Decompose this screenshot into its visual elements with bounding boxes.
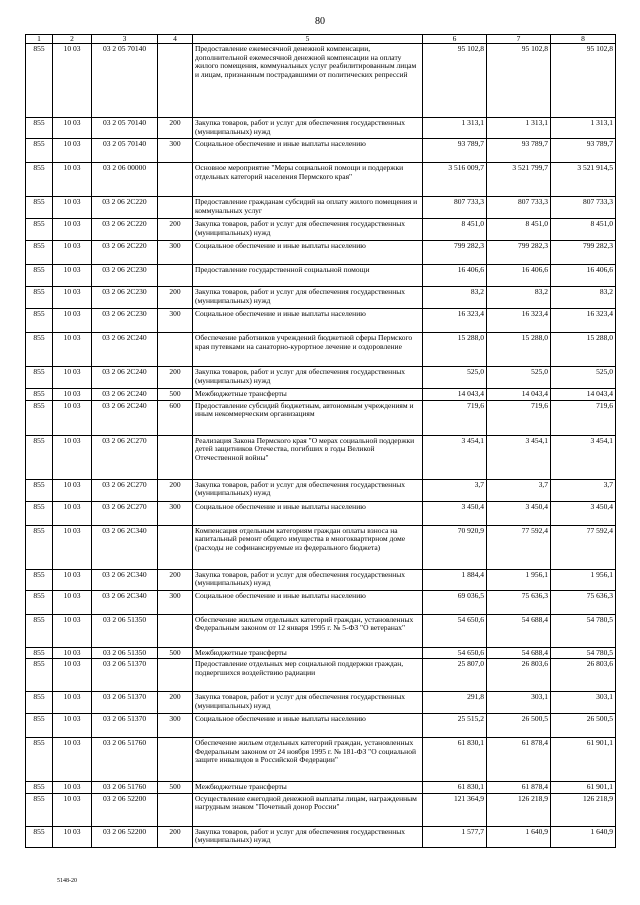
section-code-cell: 10 03 [53, 163, 92, 197]
section-code-cell: 10 03 [53, 197, 92, 219]
section-code-cell: 10 03 [53, 287, 92, 309]
expense-name-cell: Социальное обеспечение и иные выплаты населению [193, 501, 423, 525]
agency-code-cell: 855 [26, 287, 53, 309]
expense-type-cell [158, 525, 193, 569]
section-code-cell: 10 03 [53, 501, 92, 525]
agency-code-cell: 855 [26, 265, 53, 287]
expense-type-cell: 200 [158, 479, 193, 501]
target-article-cell: 03 2 06 51370 [92, 659, 158, 692]
section-code-cell: 10 03 [53, 738, 92, 782]
target-article-cell: 03 2 06 2С240 [92, 389, 158, 401]
table-row [26, 265, 616, 287]
target-article-cell: 03 2 06 2С270 [92, 501, 158, 525]
amount-year3-cell: 8 451,0 [551, 219, 616, 241]
agency-code-cell: 855 [26, 241, 53, 265]
amount-year2-cell: 303,1 [487, 692, 551, 714]
amount-year3-cell: 16 406,6 [551, 265, 616, 287]
amount-year2-cell: 95 102,8 [487, 44, 551, 118]
agency-code-cell: 855 [26, 590, 53, 614]
target-article-cell: 03 2 06 2С230 [92, 309, 158, 333]
expense-type-cell: 300 [158, 501, 193, 525]
table-row [26, 614, 616, 647]
agency-code-cell: 855 [26, 782, 53, 794]
target-article-cell: 03 2 06 51760 [92, 782, 158, 794]
amount-year3-cell: 95 102,8 [551, 44, 616, 118]
amount-year3-cell: 3 450,4 [551, 501, 616, 525]
column-header: 8 [551, 35, 616, 44]
amount-year1-cell: 121 364,9 [423, 793, 487, 826]
agency-code-cell: 855 [26, 333, 53, 367]
agency-code-cell: 855 [26, 435, 53, 479]
amount-year1-cell: 3 450,4 [423, 501, 487, 525]
target-article-cell: 03 2 06 51370 [92, 714, 158, 738]
amount-year2-cell: 54 688,4 [487, 614, 551, 647]
target-article-cell: 03 2 06 51350 [92, 614, 158, 647]
agency-code-cell: 855 [26, 400, 53, 435]
table-row [26, 692, 616, 714]
amount-year3-cell: 54 780,5 [551, 614, 616, 647]
table-row [26, 435, 616, 479]
amount-year3-cell: 799 282,3 [551, 241, 616, 265]
expense-name-cell: Социальное обеспечение и иные выплаты населению [193, 139, 423, 163]
amount-year3-cell: 303,1 [551, 692, 616, 714]
amount-year3-cell: 75 636,3 [551, 590, 616, 614]
agency-code-cell: 855 [26, 139, 53, 163]
agency-code-cell: 855 [26, 714, 53, 738]
amount-year2-cell: 719,6 [487, 400, 551, 435]
section-code-cell: 10 03 [53, 614, 92, 647]
expense-name-cell: Закупка товаров, работ и услуг для обеспечения государственных (муниципальных) нужд [193, 287, 423, 309]
expense-type-cell [158, 197, 193, 219]
expense-type-cell: 200 [158, 367, 193, 389]
amount-year1-cell: 16 406,6 [423, 265, 487, 287]
target-article-cell: 03 2 06 51760 [92, 738, 158, 782]
table-row [26, 714, 616, 738]
amount-year2-cell: 807 733,3 [487, 197, 551, 219]
section-code-cell: 10 03 [53, 367, 92, 389]
amount-year2-cell: 1 640,9 [487, 826, 551, 847]
agency-code-cell: 855 [26, 659, 53, 692]
target-article-cell: 03 2 06 52200 [92, 793, 158, 826]
section-code-cell: 10 03 [53, 435, 92, 479]
table-row [26, 400, 616, 435]
amount-year1-cell: 1 313,1 [423, 118, 487, 139]
amount-year3-cell: 807 733,3 [551, 197, 616, 219]
target-article-cell: 03 2 06 00000 [92, 163, 158, 197]
expense-type-cell: 200 [158, 287, 193, 309]
amount-year1-cell: 69 036,5 [423, 590, 487, 614]
expense-type-cell [158, 333, 193, 367]
agency-code-cell: 855 [26, 525, 53, 569]
table-row [26, 241, 616, 265]
amount-year2-cell: 75 636,3 [487, 590, 551, 614]
amount-year2-cell: 3 454,1 [487, 435, 551, 479]
amount-year3-cell: 26 803,6 [551, 659, 616, 692]
agency-code-cell: 855 [26, 647, 53, 659]
amount-year1-cell: 525,0 [423, 367, 487, 389]
amount-year1-cell: 1 577,7 [423, 826, 487, 847]
amount-year2-cell: 14 043,4 [487, 389, 551, 401]
amount-year2-cell: 799 282,3 [487, 241, 551, 265]
section-code-cell: 10 03 [53, 400, 92, 435]
section-code-cell: 10 03 [53, 793, 92, 826]
amount-year2-cell: 16 406,6 [487, 265, 551, 287]
amount-year3-cell: 14 043,4 [551, 389, 616, 401]
amount-year3-cell: 1 956,1 [551, 569, 616, 590]
expense-type-cell [158, 435, 193, 479]
amount-year3-cell: 126 218,9 [551, 793, 616, 826]
table-row [26, 163, 616, 197]
amount-year3-cell: 54 780,5 [551, 647, 616, 659]
section-code-cell: 10 03 [53, 826, 92, 847]
table-row [26, 569, 616, 590]
expense-type-cell: 500 [158, 647, 193, 659]
target-article-cell: 03 2 06 51350 [92, 647, 158, 659]
expense-type-cell: 600 [158, 400, 193, 435]
amount-year3-cell: 61 901,1 [551, 782, 616, 794]
amount-year3-cell: 3,7 [551, 479, 616, 501]
expense-type-cell [158, 163, 193, 197]
agency-code-cell: 855 [26, 569, 53, 590]
amount-year2-cell: 16 323,4 [487, 309, 551, 333]
expense-name-cell: Закупка товаров, работ и услуг для обеспечения государственных (муниципальных) нужд [193, 367, 423, 389]
amount-year1-cell: 14 043,4 [423, 389, 487, 401]
amount-year1-cell: 291,8 [423, 692, 487, 714]
table-row [26, 659, 616, 692]
agency-code-cell: 855 [26, 793, 53, 826]
amount-year1-cell: 25 515,2 [423, 714, 487, 738]
section-code-cell: 10 03 [53, 333, 92, 367]
expense-type-cell [158, 659, 193, 692]
agency-code-cell: 855 [26, 44, 53, 118]
agency-code-cell: 855 [26, 309, 53, 333]
target-article-cell: 03 2 06 2С240 [92, 400, 158, 435]
table-row [26, 590, 616, 614]
expense-name-cell: Социальное обеспечение и иные выплаты населению [193, 241, 423, 265]
expense-name-cell: Закупка товаров, работ и услуг для обеспечения государственных (муниципальных) нужд [193, 219, 423, 241]
expense-name-cell: Закупка товаров, работ и услуг для обеспечения государственных (муниципальных) нужд [193, 118, 423, 139]
amount-year1-cell: 16 323,4 [423, 309, 487, 333]
column-header: 3 [92, 35, 158, 44]
expense-name-cell: Межбюджетные трансферты [193, 647, 423, 659]
section-code-cell: 10 03 [53, 569, 92, 590]
table-row [26, 118, 616, 139]
section-code-cell: 10 03 [53, 590, 92, 614]
agency-code-cell: 855 [26, 692, 53, 714]
agency-code-cell: 855 [26, 501, 53, 525]
section-code-cell: 10 03 [53, 714, 92, 738]
target-article-cell: 03 2 05 70140 [92, 118, 158, 139]
target-article-cell: 03 2 06 2С220 [92, 219, 158, 241]
amount-year1-cell: 83,2 [423, 287, 487, 309]
agency-code-cell: 855 [26, 614, 53, 647]
expense-name-cell: Закупка товаров, работ и услуг для обеспечения государственных (муниципальных) нужд [193, 479, 423, 501]
expense-type-cell: 500 [158, 782, 193, 794]
amount-year3-cell: 26 500,5 [551, 714, 616, 738]
expense-name-cell: Закупка товаров, работ и услуг для обеспечения государственных (муниципальных) нужд [193, 569, 423, 590]
expense-type-cell: 300 [158, 590, 193, 614]
agency-code-cell: 855 [26, 479, 53, 501]
expense-name-cell: Предоставление субсидий бюджетным, автономным учреждениям и иным некоммерческим организациям [193, 400, 423, 435]
amount-year2-cell: 126 218,9 [487, 793, 551, 826]
amount-year3-cell: 61 901,1 [551, 738, 616, 782]
expense-name-cell: Компенсация отдельным категориям граждан оплаты взноса на капитальный ремонт общего имущества в многоквартирном доме (расходы не софинансируемые из федерального бюджета) [193, 525, 423, 569]
table-row [26, 197, 616, 219]
expense-type-cell [158, 614, 193, 647]
agency-code-cell: 855 [26, 197, 53, 219]
table-row [26, 333, 616, 367]
amount-year3-cell: 16 323,4 [551, 309, 616, 333]
target-article-cell: 03 2 06 2С240 [92, 367, 158, 389]
target-article-cell: 03 2 05 70140 [92, 44, 158, 118]
expense-name-cell: Межбюджетные трансферты [193, 389, 423, 401]
table-row [26, 309, 616, 333]
amount-year2-cell: 525,0 [487, 367, 551, 389]
expense-name-cell: Обеспечение жильем отдельных категорий граждан, установленных Федеральным законом от 12 января 1995 г. № 5-ФЗ "О ветеранах" [193, 614, 423, 647]
amount-year1-cell: 61 830,1 [423, 782, 487, 794]
amount-year3-cell: 77 592,4 [551, 525, 616, 569]
column-header: 4 [158, 35, 193, 44]
amount-year1-cell: 93 789,7 [423, 139, 487, 163]
expense-type-cell: 300 [158, 309, 193, 333]
expense-type-cell: 200 [158, 118, 193, 139]
table-row [26, 782, 616, 794]
amount-year2-cell: 3,7 [487, 479, 551, 501]
amount-year1-cell: 3 454,1 [423, 435, 487, 479]
amount-year2-cell: 26 500,5 [487, 714, 551, 738]
table-row [26, 44, 616, 118]
target-article-cell: 03 2 06 52200 [92, 826, 158, 847]
amount-year3-cell: 719,6 [551, 400, 616, 435]
column-header: 6 [423, 35, 487, 44]
expense-type-cell [158, 44, 193, 118]
amount-year1-cell: 807 733,3 [423, 197, 487, 219]
target-article-cell: 03 2 06 2С230 [92, 287, 158, 309]
amount-year1-cell: 95 102,8 [423, 44, 487, 118]
section-code-cell: 10 03 [53, 647, 92, 659]
section-code-cell: 10 03 [53, 479, 92, 501]
table-row [26, 287, 616, 309]
expense-type-cell: 200 [158, 219, 193, 241]
amount-year1-cell: 25 807,0 [423, 659, 487, 692]
amount-year1-cell: 61 830,1 [423, 738, 487, 782]
amount-year2-cell: 61 878,4 [487, 782, 551, 794]
expense-type-cell: 300 [158, 139, 193, 163]
agency-code-cell: 855 [26, 163, 53, 197]
expense-type-cell: 500 [158, 389, 193, 401]
amount-year3-cell: 3 454,1 [551, 435, 616, 479]
agency-code-cell: 855 [26, 219, 53, 241]
section-code-cell: 10 03 [53, 782, 92, 794]
amount-year2-cell: 54 688,4 [487, 647, 551, 659]
target-article-cell: 03 2 05 70140 [92, 139, 158, 163]
amount-year2-cell: 77 592,4 [487, 525, 551, 569]
amount-year3-cell: 1 313,1 [551, 118, 616, 139]
section-code-cell: 10 03 [53, 219, 92, 241]
amount-year1-cell: 54 650,6 [423, 614, 487, 647]
amount-year1-cell: 3 516 009,7 [423, 163, 487, 197]
amount-year1-cell: 3,7 [423, 479, 487, 501]
section-code-cell: 10 03 [53, 241, 92, 265]
agency-code-cell: 855 [26, 118, 53, 139]
expense-name-cell: Социальное обеспечение и иные выплаты населению [193, 309, 423, 333]
expense-name-cell: Предоставление отдельных мер социальной поддержки граждан, подвергшихся воздействию радиации [193, 659, 423, 692]
target-article-cell: 03 2 06 2С220 [92, 197, 158, 219]
section-code-cell: 10 03 [53, 389, 92, 401]
target-article-cell: 03 2 06 2С230 [92, 265, 158, 287]
page-number: 80 [315, 16, 325, 27]
section-code-cell: 10 03 [53, 265, 92, 287]
section-code-cell: 10 03 [53, 525, 92, 569]
amount-year2-cell: 26 803,6 [487, 659, 551, 692]
amount-year1-cell: 8 451,0 [423, 219, 487, 241]
target-article-cell: 03 2 06 2С340 [92, 569, 158, 590]
agency-code-cell: 855 [26, 389, 53, 401]
section-code-cell: 10 03 [53, 118, 92, 139]
amount-year3-cell: 525,0 [551, 367, 616, 389]
expense-name-cell: Основное мероприятие "Меры социальной помощи и поддержки отдельных категорий населения Пермского края" [193, 163, 423, 197]
section-code-cell: 10 03 [53, 309, 92, 333]
column-header: 5 [193, 35, 423, 44]
amount-year3-cell: 93 789,7 [551, 139, 616, 163]
amount-year3-cell: 15 288,0 [551, 333, 616, 367]
agency-code-cell: 855 [26, 738, 53, 782]
amount-year2-cell: 15 288,0 [487, 333, 551, 367]
amount-year1-cell: 719,6 [423, 400, 487, 435]
table-row [26, 139, 616, 163]
expense-name-cell: Закупка товаров, работ и услуг для обеспечения государственных (муниципальных) нужд [193, 826, 423, 847]
column-header: 2 [53, 35, 92, 44]
table-row [26, 647, 616, 659]
amount-year3-cell: 3 521 914,5 [551, 163, 616, 197]
expense-type-cell: 300 [158, 241, 193, 265]
expense-type-cell [158, 793, 193, 826]
amount-year2-cell: 61 878,4 [487, 738, 551, 782]
target-article-cell: 03 2 06 2С340 [92, 525, 158, 569]
expense-name-cell: Обеспечение работников учреждений бюджетной сферы Пермского края путевками на санаторно-курортное лечение и оздоровление [193, 333, 423, 367]
budget-table [25, 34, 616, 848]
table-row [26, 738, 616, 782]
table-row [26, 826, 616, 847]
target-article-cell: 03 2 06 2С270 [92, 479, 158, 501]
expense-name-cell: Социальное обеспечение и иные выплаты населению [193, 590, 423, 614]
section-code-cell: 10 03 [53, 659, 92, 692]
expense-name-cell: Реализация Закона Пермского края "О мерах социальной поддержки детей защитников Отечества, погибших в годы Великой Отечественной войны" [193, 435, 423, 479]
expense-type-cell [158, 738, 193, 782]
target-article-cell: 03 2 06 2С220 [92, 241, 158, 265]
expense-name-cell: Предоставление гражданам субсидий на оплату жилого помещения и коммунальных услуг [193, 197, 423, 219]
expense-name-cell: Осуществление ежегодной денежной выплаты лицам, награжденным нагрудным знаком "Почетный донор России" [193, 793, 423, 826]
amount-year2-cell: 8 451,0 [487, 219, 551, 241]
table-row [26, 793, 616, 826]
expense-name-cell: Предоставление государственной социальной помощи [193, 265, 423, 287]
agency-code-cell: 855 [26, 367, 53, 389]
column-header: 1 [26, 35, 53, 44]
expense-type-cell: 200 [158, 692, 193, 714]
header-row [26, 35, 616, 44]
expense-name-cell: Предоставление ежемесячной денежной компенсации, дополнительной ежемесячной денежной компенсации на оплату жилого помещения, коммунальных услуг реабилитированным лицам и лицам, признанным пострадавшими от политических репрессий [193, 44, 423, 118]
expense-name-cell: Закупка товаров, работ и услуг для обеспечения государственных (муниципальных) нужд [193, 692, 423, 714]
target-article-cell: 03 2 06 2С340 [92, 590, 158, 614]
section-code-cell: 10 03 [53, 139, 92, 163]
expense-type-cell [158, 265, 193, 287]
target-article-cell: 03 2 06 2С270 [92, 435, 158, 479]
amount-year1-cell: 1 884,4 [423, 569, 487, 590]
expense-name-cell: Обеспечение жильем отдельных категорий граждан, установленных Федеральным законом от 24 ноября 1995 г. № 181-ФЗ "О социальной защите инвалидов в Российской Федерации" [193, 738, 423, 782]
expense-name-cell: Межбюджетные трансферты [193, 782, 423, 794]
table-row [26, 219, 616, 241]
amount-year2-cell: 83,2 [487, 287, 551, 309]
column-header: 7 [487, 35, 551, 44]
target-article-cell: 03 2 06 51370 [92, 692, 158, 714]
amount-year2-cell: 93 789,7 [487, 139, 551, 163]
section-code-cell: 10 03 [53, 692, 92, 714]
expense-type-cell: 200 [158, 826, 193, 847]
table-row [26, 479, 616, 501]
target-article-cell: 03 2 06 2С240 [92, 333, 158, 367]
amount-year1-cell: 15 288,0 [423, 333, 487, 367]
section-code-cell: 10 03 [53, 44, 92, 118]
amount-year3-cell: 1 640,9 [551, 826, 616, 847]
table-row [26, 367, 616, 389]
amount-year1-cell: 799 282,3 [423, 241, 487, 265]
amount-year1-cell: 70 920,9 [423, 525, 487, 569]
amount-year2-cell: 3 521 799,7 [487, 163, 551, 197]
amount-year2-cell: 1 313,1 [487, 118, 551, 139]
agency-code-cell: 855 [26, 826, 53, 847]
amount-year2-cell: 3 450,4 [487, 501, 551, 525]
amount-year1-cell: 54 650,6 [423, 647, 487, 659]
table-row [26, 525, 616, 569]
amount-year2-cell: 1 956,1 [487, 569, 551, 590]
amount-year3-cell: 83,2 [551, 287, 616, 309]
table-row [26, 501, 616, 525]
table-row [26, 389, 616, 401]
expense-type-cell: 300 [158, 714, 193, 738]
expense-type-cell: 200 [158, 569, 193, 590]
expense-name-cell: Социальное обеспечение и иные выплаты населению [193, 714, 423, 738]
footer-code: 5148-20 [57, 878, 77, 884]
